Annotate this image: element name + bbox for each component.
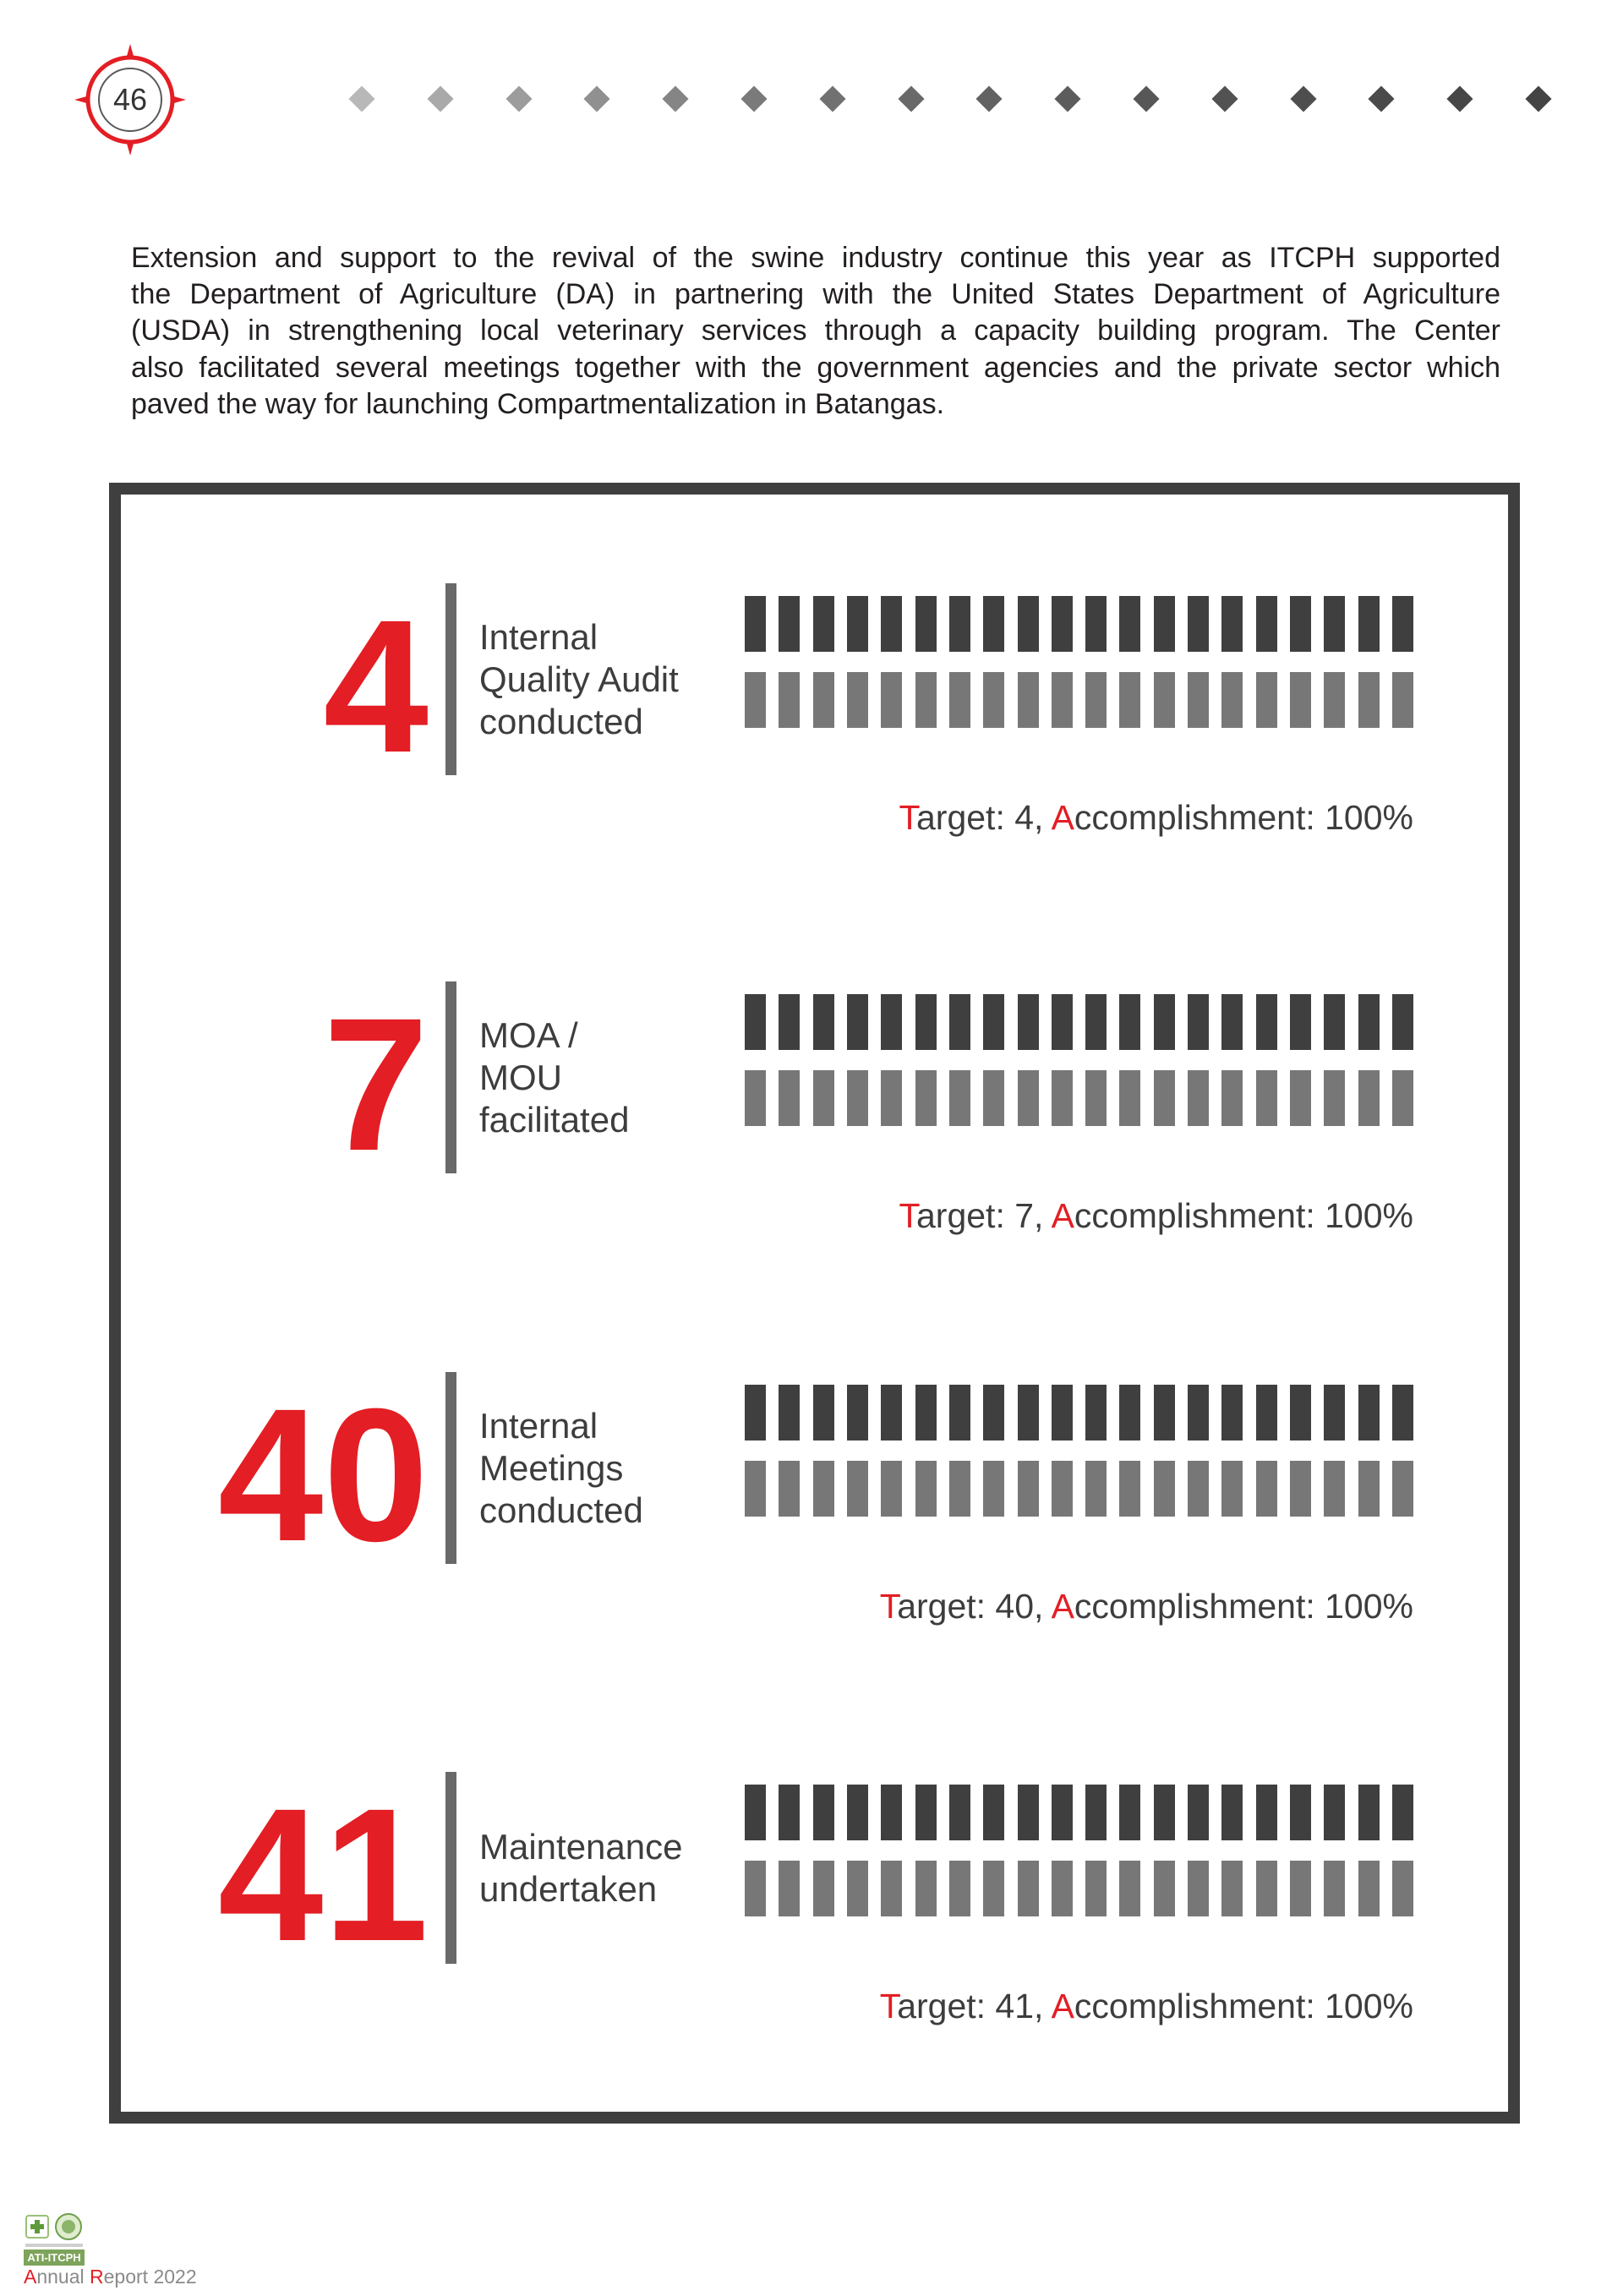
progress-block bbox=[1119, 994, 1140, 1050]
stat-value: 4 bbox=[323, 581, 429, 792]
progress-block bbox=[1119, 1461, 1140, 1517]
diamond-icon bbox=[819, 85, 845, 112]
progress-block bbox=[1221, 1861, 1243, 1916]
progress-block bbox=[745, 596, 766, 652]
progress-block bbox=[1188, 1461, 1209, 1517]
accent-initial: A bbox=[1051, 1587, 1074, 1626]
progress-block bbox=[1052, 1070, 1073, 1126]
progress-block bbox=[1119, 672, 1140, 728]
progress-blocks-light bbox=[745, 1070, 1413, 1126]
progress-block bbox=[1358, 1785, 1380, 1840]
progress-block bbox=[1085, 1861, 1107, 1916]
progress-block bbox=[1052, 1385, 1073, 1440]
progress-block bbox=[915, 1461, 937, 1517]
progress-block bbox=[1018, 1070, 1039, 1126]
progress-block bbox=[1018, 994, 1039, 1050]
progress-block bbox=[1324, 1385, 1345, 1440]
progress-block bbox=[1290, 672, 1311, 728]
progress-blocks-dark bbox=[745, 994, 1413, 1050]
stat-value: 7 bbox=[323, 979, 429, 1190]
progress-block bbox=[1188, 1385, 1209, 1440]
diamond-icon bbox=[427, 85, 453, 112]
progress-block bbox=[1256, 1785, 1277, 1840]
diamond-icon bbox=[1133, 85, 1159, 112]
accent-initial: T bbox=[879, 1587, 898, 1626]
diamond-icon bbox=[505, 85, 532, 112]
progress-block bbox=[1324, 994, 1345, 1050]
progress-block bbox=[1290, 1070, 1311, 1126]
stat-label bbox=[479, 1372, 643, 1564]
progress-block bbox=[1154, 1861, 1175, 1916]
progress-block bbox=[1018, 596, 1039, 652]
progress-block bbox=[1018, 672, 1039, 728]
round-seal-center bbox=[62, 2220, 75, 2233]
progress-block bbox=[915, 672, 937, 728]
progress-block bbox=[1052, 1785, 1073, 1840]
progress-block bbox=[1324, 596, 1345, 652]
progress-block bbox=[1188, 994, 1209, 1050]
progress-block bbox=[813, 672, 834, 728]
stat-row bbox=[0, 583, 1623, 845]
progress-block bbox=[1358, 596, 1380, 652]
progress-block bbox=[745, 672, 766, 728]
progress-block bbox=[915, 596, 937, 652]
stat-label-text: Internal Meetings conducted bbox=[479, 1405, 643, 1530]
progress-block bbox=[881, 1385, 902, 1440]
progress-block bbox=[1018, 1385, 1039, 1440]
progress-block bbox=[983, 1385, 1004, 1440]
progress-block bbox=[1085, 1785, 1107, 1840]
diamond-icon bbox=[1369, 85, 1395, 112]
diamond-icon bbox=[1447, 85, 1473, 112]
progress-block bbox=[847, 1861, 868, 1916]
progress-block bbox=[1221, 596, 1243, 652]
progress-block bbox=[949, 1861, 970, 1916]
progress-block bbox=[1085, 672, 1107, 728]
progress-block bbox=[949, 596, 970, 652]
accent-initial: A bbox=[24, 2266, 37, 2288]
diamond-icon bbox=[1290, 85, 1316, 112]
report-title: Annual Report 2022 bbox=[24, 2266, 197, 2288]
progress-block bbox=[881, 1785, 902, 1840]
progress-block bbox=[881, 1070, 902, 1126]
progress-block bbox=[881, 672, 902, 728]
progress-block bbox=[1256, 596, 1277, 652]
progress-block bbox=[779, 672, 800, 728]
progress-block bbox=[847, 1070, 868, 1126]
progress-block bbox=[813, 1385, 834, 1440]
progress-block bbox=[915, 1861, 937, 1916]
progress-block bbox=[1119, 1070, 1140, 1126]
intro-line: Extension and support to the revival of the swine industry continue this year as ITCPH supported bbox=[131, 242, 1500, 274]
progress-block bbox=[1052, 672, 1073, 728]
progress-block bbox=[1392, 1461, 1413, 1517]
cross-seal-bar-horizontal bbox=[30, 2224, 44, 2229]
diamond-icon bbox=[1055, 85, 1081, 112]
progress-block bbox=[813, 1785, 834, 1840]
stat-row bbox=[0, 981, 1623, 1244]
progress-block bbox=[983, 596, 1004, 652]
progress-block bbox=[1392, 596, 1413, 652]
progress-block bbox=[1052, 1861, 1073, 1916]
progress-block bbox=[915, 1785, 937, 1840]
progress-block bbox=[1290, 994, 1311, 1050]
progress-block bbox=[847, 596, 868, 652]
certification-caption-mark bbox=[25, 2244, 83, 2247]
diamond-icon bbox=[976, 85, 1003, 112]
logo-label: ATI-ITCPH bbox=[24, 2250, 85, 2266]
progress-block bbox=[1154, 672, 1175, 728]
footer-logo bbox=[24, 2211, 85, 2266]
certification-seals-icon bbox=[24, 2211, 85, 2242]
progress-block bbox=[1256, 994, 1277, 1050]
intro-line: the Department of Agriculture (DA) in partnering with the United States Department of Agriculture bbox=[131, 278, 1500, 311]
progress-block bbox=[881, 596, 902, 652]
progress-block bbox=[745, 1785, 766, 1840]
progress-block bbox=[1290, 596, 1311, 652]
progress-block bbox=[1119, 1385, 1140, 1440]
progress-blocks-light bbox=[745, 1461, 1413, 1517]
progress-block bbox=[1052, 994, 1073, 1050]
progress-block bbox=[779, 994, 800, 1050]
stat-row bbox=[0, 1369, 1623, 1634]
diamond-icon bbox=[898, 85, 924, 112]
stat-label-text: Internal Quality Audit conducted bbox=[479, 616, 679, 741]
progress-block bbox=[779, 1070, 800, 1126]
progress-block bbox=[813, 596, 834, 652]
progress-block bbox=[779, 1385, 800, 1440]
progress-block bbox=[949, 672, 970, 728]
intro-paragraph bbox=[131, 240, 1500, 423]
intro-line: paved the way for launching Compartmentalization in Batangas. bbox=[131, 387, 945, 420]
progress-block bbox=[1324, 672, 1345, 728]
progress-block bbox=[1085, 596, 1107, 652]
progress-block bbox=[779, 1861, 800, 1916]
progress-block bbox=[779, 596, 800, 652]
progress-blocks-dark bbox=[745, 596, 1413, 652]
progress-block bbox=[1188, 596, 1209, 652]
progress-block bbox=[1392, 1785, 1413, 1840]
progress-block bbox=[1256, 1385, 1277, 1440]
progress-block bbox=[1154, 596, 1175, 652]
progress-block bbox=[1085, 1070, 1107, 1126]
stat-divider bbox=[445, 583, 456, 775]
diamond-icon bbox=[663, 85, 689, 112]
stat-target-text: Target: 41, Accomplishment: 100% bbox=[879, 1987, 1413, 2025]
progress-block bbox=[1358, 1385, 1380, 1440]
progress-block bbox=[1290, 1785, 1311, 1840]
progress-block bbox=[881, 1861, 902, 1916]
progress-block bbox=[1188, 1785, 1209, 1840]
progress-block bbox=[1052, 596, 1073, 652]
progress-block bbox=[1256, 672, 1277, 728]
progress-block bbox=[1290, 1385, 1311, 1440]
stat-target-text: Target: 7, Accomplishment: 100% bbox=[899, 1196, 1413, 1235]
progress-block bbox=[1358, 1861, 1380, 1916]
progress-block bbox=[745, 994, 766, 1050]
progress-block bbox=[1221, 1385, 1243, 1440]
progress-block bbox=[1188, 672, 1209, 728]
accent-initial: A bbox=[1051, 1196, 1074, 1235]
diamond-icon bbox=[584, 85, 610, 112]
progress-block bbox=[1154, 1385, 1175, 1440]
progress-block bbox=[1085, 1385, 1107, 1440]
page-number: 46 bbox=[112, 82, 148, 117]
progress-block bbox=[1085, 1461, 1107, 1517]
progress-block bbox=[949, 1785, 970, 1840]
stat-label bbox=[479, 583, 679, 775]
progress-block bbox=[847, 1785, 868, 1840]
diamond-icon bbox=[348, 85, 374, 112]
progress-block bbox=[1324, 1861, 1345, 1916]
progress-block bbox=[1324, 1785, 1345, 1840]
progress-block bbox=[1018, 1461, 1039, 1517]
progress-blocks-dark bbox=[745, 1785, 1413, 1840]
progress-block bbox=[1392, 1861, 1413, 1916]
progress-blocks-light bbox=[745, 1861, 1413, 1916]
progress-block bbox=[881, 1461, 902, 1517]
progress-block bbox=[1119, 596, 1140, 652]
progress-block bbox=[847, 672, 868, 728]
progress-block bbox=[1221, 1785, 1243, 1840]
intro-line: (USDA) in strengthening local veterinary services through a capacity building program. The Center bbox=[131, 314, 1500, 347]
progress-block bbox=[1392, 1385, 1413, 1440]
progress-block bbox=[881, 994, 902, 1050]
progress-block bbox=[1018, 1785, 1039, 1840]
progress-block bbox=[1085, 994, 1107, 1050]
progress-block bbox=[745, 1070, 766, 1126]
progress-block bbox=[915, 1070, 937, 1126]
progress-block bbox=[983, 1785, 1004, 1840]
progress-block bbox=[1018, 1861, 1039, 1916]
stat-label-text: Maintenance undertaken bbox=[479, 1826, 683, 1909]
progress-block bbox=[1221, 1070, 1243, 1126]
progress-block bbox=[847, 1385, 868, 1440]
progress-block bbox=[1256, 1070, 1277, 1126]
progress-block bbox=[847, 994, 868, 1050]
progress-block bbox=[1221, 672, 1243, 728]
stat-divider bbox=[445, 981, 456, 1173]
progress-block bbox=[1324, 1070, 1345, 1126]
progress-block bbox=[949, 1385, 970, 1440]
progress-block bbox=[1290, 1461, 1311, 1517]
progress-block bbox=[1358, 994, 1380, 1050]
progress-block bbox=[813, 1861, 834, 1916]
stat-divider bbox=[445, 1772, 456, 1964]
progress-block bbox=[1188, 1070, 1209, 1126]
stat-label-text: MOA / MOU facilitated bbox=[479, 1014, 630, 1140]
progress-block bbox=[813, 1070, 834, 1126]
stat-target-text: Target: 40, Accomplishment: 100% bbox=[879, 1587, 1413, 1626]
progress-block bbox=[745, 1385, 766, 1440]
progress-block bbox=[1154, 1070, 1175, 1126]
accent-initial: A bbox=[1051, 798, 1074, 837]
diamond-icon bbox=[1211, 85, 1238, 112]
progress-block bbox=[983, 1861, 1004, 1916]
stat-label bbox=[479, 1772, 683, 1964]
accent-initial: A bbox=[1051, 1987, 1074, 2025]
progress-block bbox=[1358, 672, 1380, 728]
progress-block bbox=[1221, 1461, 1243, 1517]
progress-block bbox=[949, 994, 970, 1050]
progress-block bbox=[983, 672, 1004, 728]
progress-blocks-dark bbox=[745, 1385, 1413, 1440]
progress-block bbox=[915, 994, 937, 1050]
header-diamond-row bbox=[352, 90, 1548, 108]
intro-line: also facilitated several meetings together with the government agencies and the private sector which bbox=[131, 351, 1500, 384]
progress-block bbox=[745, 1461, 766, 1517]
progress-block bbox=[983, 994, 1004, 1050]
progress-block bbox=[1392, 1070, 1413, 1126]
progress-block bbox=[1154, 1461, 1175, 1517]
progress-block bbox=[949, 1461, 970, 1517]
stat-label bbox=[479, 981, 629, 1173]
stat-divider bbox=[445, 1372, 456, 1564]
accent-initial: T bbox=[899, 798, 916, 837]
stat-row bbox=[0, 1769, 1623, 2034]
progress-block bbox=[915, 1385, 937, 1440]
progress-block bbox=[1256, 1861, 1277, 1916]
progress-block bbox=[847, 1461, 868, 1517]
progress-block bbox=[1119, 1785, 1140, 1840]
accent-initial: T bbox=[899, 1196, 916, 1235]
stat-value: 41 bbox=[217, 1769, 429, 1981]
progress-block bbox=[1221, 994, 1243, 1050]
progress-block bbox=[983, 1070, 1004, 1126]
progress-block bbox=[1188, 1861, 1209, 1916]
progress-block bbox=[983, 1461, 1004, 1517]
progress-block bbox=[1392, 672, 1413, 728]
progress-block bbox=[1392, 994, 1413, 1050]
progress-block bbox=[1119, 1861, 1140, 1916]
page-number-badge bbox=[71, 41, 189, 159]
progress-block bbox=[745, 1861, 766, 1916]
progress-block bbox=[1358, 1070, 1380, 1126]
stat-value: 40 bbox=[217, 1369, 429, 1581]
diamond-icon bbox=[740, 85, 767, 112]
progress-block bbox=[949, 1070, 970, 1126]
progress-block bbox=[1256, 1461, 1277, 1517]
progress-block bbox=[1052, 1461, 1073, 1517]
progress-blocks-light bbox=[745, 672, 1413, 728]
accent-initial: R bbox=[90, 2266, 104, 2288]
diamond-icon bbox=[1525, 85, 1551, 112]
progress-block bbox=[813, 1461, 834, 1517]
progress-block bbox=[1154, 994, 1175, 1050]
progress-block bbox=[813, 994, 834, 1050]
accent-initial: T bbox=[879, 1987, 898, 2025]
progress-block bbox=[1290, 1861, 1311, 1916]
progress-block bbox=[1358, 1461, 1380, 1517]
progress-block bbox=[779, 1785, 800, 1840]
progress-block bbox=[779, 1461, 800, 1517]
stat-target-text: Target: 4, Accomplishment: 100% bbox=[899, 798, 1413, 837]
progress-block bbox=[1154, 1785, 1175, 1840]
progress-block bbox=[1324, 1461, 1345, 1517]
